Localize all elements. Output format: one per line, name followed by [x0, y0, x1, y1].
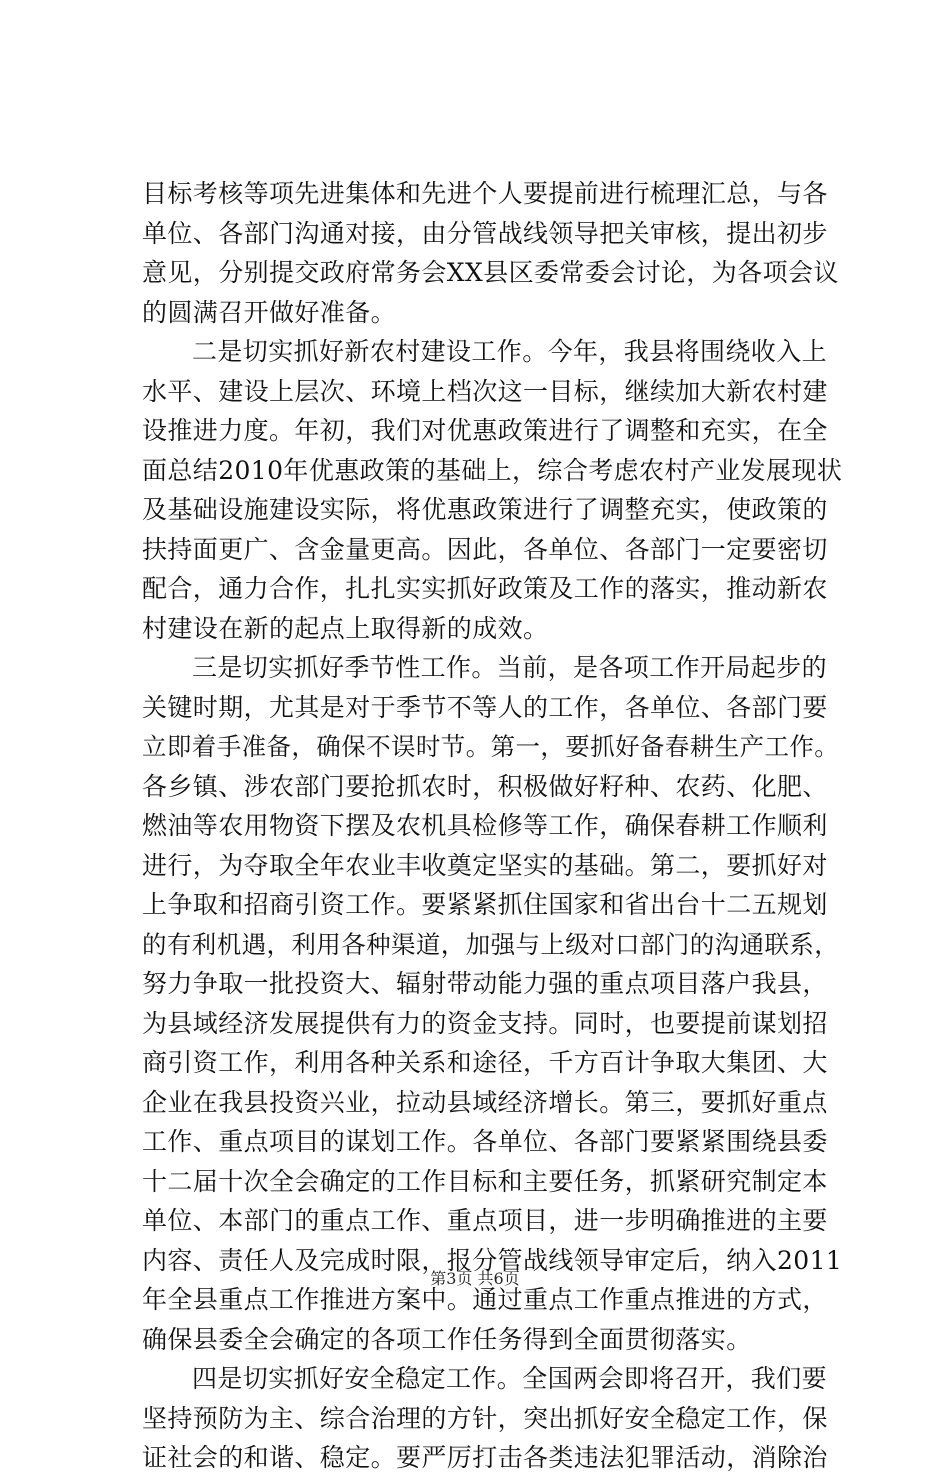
text-line: 立即着手准备，确保不误时节。第一，要抓好备春耕生产工作。 [142, 732, 840, 761]
paragraph-start-line: 三是切实抓好季节性工作。当前，是各项工作开局起步的 [192, 653, 828, 682]
text-line: 设推进力度。年初，我们对优惠政策进行了调整和充实，在全 [142, 416, 828, 445]
text-line: 年全县重点工作推进方案中。通过重点工作重点推进的方式， [142, 1285, 828, 1314]
text-line: 十二届十次全会确定的工作目标和主要任务，抓紧研究制定本 [142, 1166, 828, 1196]
text-line: 关键时期，尤其是对于季节不等人的工作，各单位、各部门要 [142, 692, 828, 722]
text-line: 坚持预防为主、综合治理的方针，突出抓好安全稳定工作，保 [142, 1403, 828, 1433]
text-line: 面总结2010年优惠政策的基础上，综合考虑农村产业发展现状 [142, 455, 843, 485]
text-line: 目标考核等项先进集体和先进个人要提前进行梳理汇总，与各 [142, 179, 828, 208]
text-line: 证社会的和谐、稳定。要严厉打击各类违法犯罪活动，消除治 [142, 1443, 828, 1472]
text-line: 单位、各部门沟通对接，由分管战线领导把关审核，提出初步 [142, 218, 828, 248]
text-line: 单位、本部门的重点工作、重点项目，进一步明确推进的主要 [142, 1206, 828, 1235]
text-line: 意见，分别提交政府常务会XX县区委常委会讨论，为各项会议 [142, 258, 839, 287]
text-line: 水平、建设上层次、环境上档次这一目标，继续加大新农村建 [142, 376, 828, 406]
paragraph-start-line: 四是切实抓好安全稳定工作。全国两会即将召开，我们要 [192, 1364, 828, 1393]
page-number-footer: 第3页 共6页 [430, 1269, 520, 1288]
text-line: 的圆满召开做好准备。 [142, 297, 397, 327]
text-line: 努力争取一批投资大、辐射带动能力强的重点项目落户我县， [142, 969, 828, 998]
text-line: 配合，通力合作，扎扎实实抓好政策及工作的落实，推动新农 [142, 574, 828, 603]
text-line: 内容、责任人及完成时限，报分管战线领导审定后，纳入2011 [142, 1245, 843, 1275]
text-line: 商引资工作，利用各种关系和途径，千方百计争取大集团、大 [142, 1048, 828, 1077]
text-line: 的有利机遇，利用各种渠道，加强与上级对口部门的沟通联系， [142, 929, 840, 959]
text-line: 工作、重点项目的谋划工作。各单位、各部门要紧紧围绕县委 [142, 1127, 828, 1156]
text-line: 及基础设施建设实际，将优惠政策进行了调整充实，使政策的 [142, 495, 828, 524]
text-line: 扶持面更广、含金量更高。因此，各单位、各部门一定要密切 [142, 534, 828, 564]
text-line: 进行，为夺取全年农业丰收奠定坚实的基础。第二，要抓好对 [142, 850, 828, 880]
text-line: 确保县委全会确定的各项工作任务得到全面贯彻落实。 [142, 1324, 752, 1354]
text-line: 企业在我县投资兴业，拉动县域经济增长。第三，要抓好重点 [142, 1087, 828, 1117]
text-line: 为县域经济发展提供有力的资金支持。同时，也要提前谋划招 [142, 1008, 828, 1038]
text-line: 各乡镇、涉农部门要抢抓农时，积极做好籽种、农药、化肥、 [142, 771, 828, 801]
text-line: 燃油等农用物资下摆及农机具检修等工作，确保春耕工作顺利 [142, 811, 828, 840]
text-line: 村建设在新的起点上取得新的成效。 [142, 613, 549, 643]
text-line: 上争取和招商引资工作。要紧紧抓住国家和省出台十二五规划 [142, 890, 828, 919]
paragraph-start-line: 二是切实抓好新农村建设工作。今年，我县将围绕收入上 [192, 337, 828, 366]
